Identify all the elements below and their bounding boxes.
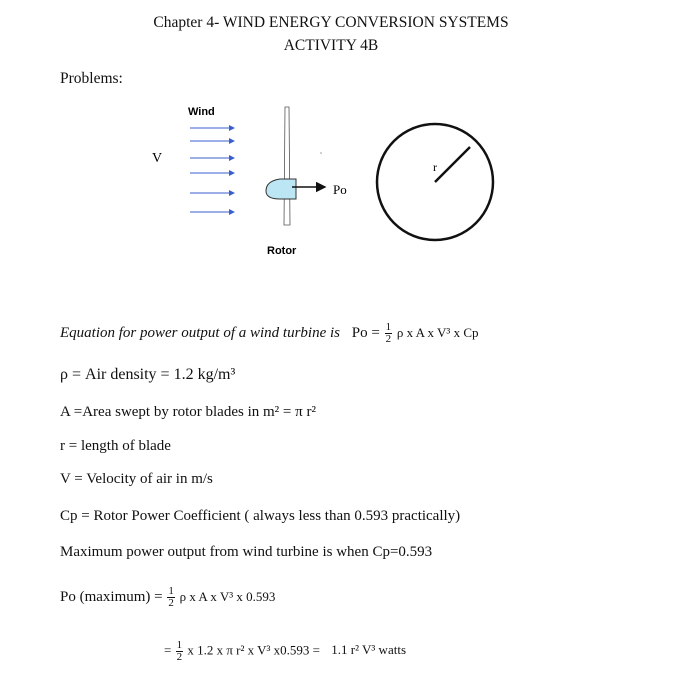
final-eq-fraction: $\frac{1}{2}$ [176,639,183,663]
power-equation [60,322,479,345]
radius-label: r [433,160,437,174]
definition-rho: ρ = Air density = 1.2 kg/m³ [60,366,236,383]
rotor-blade-icon [284,107,290,225]
final-equation [164,640,406,663]
definition-cp: Cp = Rotor Power Coefficient ( always less than 0.593 practically) [60,508,461,524]
rotor-label: Rotor [267,245,297,257]
wind-label: Wind [188,106,215,118]
equation-rhs: ρ x A x V³ x Cp [396,324,479,340]
max-eq-lhs: Po (maximum) = [60,588,163,605]
wind-turbine-diagram [0,95,688,265]
power-label: Po [333,182,347,197]
radius-line [435,147,470,182]
max-power-equation [60,586,275,609]
final-eq-rhs: x 1.2 x π r² x V³ x0.593 = [187,642,321,658]
velocity-label: V [152,151,163,166]
definition-v: V = Velocity of air in m/s [60,471,213,487]
equation-fraction: $\frac{1}{2}$ [385,321,392,345]
final-eq-result: 1.1 r² V³ watts [331,642,406,658]
rotor-hub-icon [266,179,296,199]
equation-lhs: Po = [351,324,380,341]
definition-max: Maximum power output from wind turbine is when Cp=0.593 [60,544,433,560]
definition-area: A =Area swept by rotor blades in m² = π r² [60,404,316,420]
max-eq-fraction: $\frac{1}{2}$ [168,585,174,609]
activity-title: ACTIVITY 4B [283,37,379,54]
problems-label: Problems: [60,70,123,87]
final-eq-lhs: = [164,642,172,658]
max-eq-rhs: ρ x A x V³ x 0.593 [179,588,276,604]
chapter-title: Chapter 4- WIND ENERGY CONVERSION SYSTEMS [153,14,509,31]
definition-r: r = length of blade [60,438,171,454]
equation-intro: Equation for power output of a wind turbine is [60,324,341,341]
